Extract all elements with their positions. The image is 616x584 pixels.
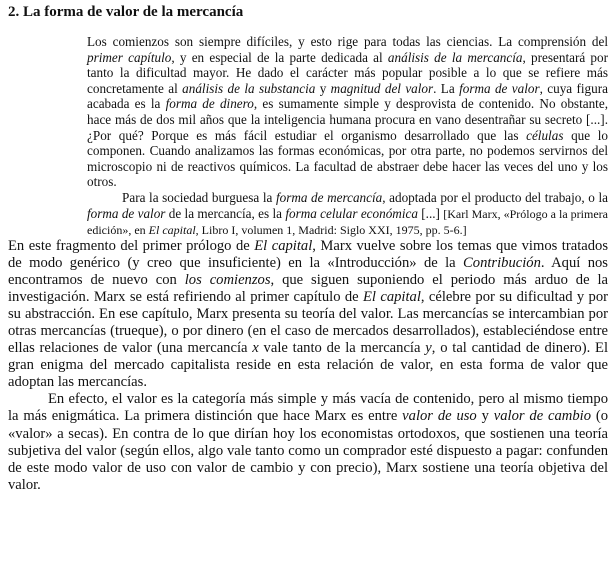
text-run: y: [476, 408, 494, 425]
text-run: vale tanto de la mercancía: [258, 340, 426, 357]
italic-text-run: valor de cambio: [493, 408, 591, 425]
text-run: , Marx vuelve sobre los temas que vimos tratados de modo genérico (y creo que insuficiente) en la «Introducción» de la: [8, 237, 608, 271]
italic-text-run: x: [252, 340, 259, 357]
text-run: , célebre por su dificultad y por su abstracción. En ese capítulo, Marx presenta su teoría del valor. Las mercancías se intercambian por otras mercancías (trueque), o por dinero (en el caso de mercados desarrollados), estableciéndose entre ellas relaciones de valor (una mercancía: [8, 288, 608, 357]
italic-text-run: análisis de la mercancía: [387, 49, 523, 65]
italic-text-run: análisis de la substancia: [182, 80, 316, 96]
italic-text-run: primer capítulo: [87, 49, 172, 65]
body-paragraph-2: [8, 391, 608, 494]
text-run: , presentará por tanto la dificultad mayor. He dado el carácter más popular posible a lo que se refiere más concretamente al: [87, 49, 609, 96]
text-run: , adoptada por el producto del trabajo, o la: [382, 189, 608, 205]
section-heading: 2. La forma de valor de la mercancía: [8, 4, 244, 20]
block-quote: [87, 34, 608, 238]
text-run: de la mercancía, es la: [165, 205, 286, 221]
italic-text-run: El capital: [254, 237, 313, 254]
italic-text-run: forma de dinero: [165, 96, 254, 112]
italic-text-run: magnitud del valor: [330, 80, 434, 96]
text-run: , Libro I, volumen 1, Madrid: Siglo XXI, 1975, pp. 5-6.]: [195, 222, 467, 237]
italic-text-run: forma celular económica: [285, 205, 418, 221]
text-run: [Karl Marx, «Prólogo a la primera edición», en: [87, 206, 608, 237]
text-run: Los comienzos son siempre difíciles, y esto rige para todas las ciencias. La comprensión del: [87, 34, 608, 49]
italic-text-run: El capital: [363, 288, 421, 305]
text-run: , es sumamente simple y desprovista de contenido. No obstante, hace más de dos mil años que la inteligencia humana procura en vano desentrañar su secreto [...]. ¿Por qué? Porque es más fácil estudiar el organismo desarrollado que las: [87, 96, 608, 143]
text-run: , y en especial de la parte dedicada al: [171, 49, 388, 65]
body-text: [8, 238, 608, 494]
text-run: , que siguen suponiendo el periodo más arduo de la investigación. Marx se está refiriendo al primer capítulo de: [8, 271, 609, 305]
italic-text-run: células: [526, 127, 564, 143]
quote-paragraph-1: [87, 34, 608, 190]
italic-text-run: forma de valor: [87, 205, 166, 221]
italic-text-run: forma de valor: [459, 80, 540, 96]
text-run: En este fragmento del primer prólogo de: [8, 237, 255, 254]
body-paragraph-1: [8, 238, 608, 392]
text-run: , cuya figura acabada es la: [87, 80, 608, 112]
italic-text-run: los comienzos: [184, 271, 271, 288]
text-run: que lo componen. Cuando analizamos las formas económicas, por otra parte, no podemos servirnos del microscopio ni de reactivos químicos. La facultad de abstraer debe hacer las veces del uno y los otros.: [87, 127, 608, 190]
italic-text-run: El capital: [148, 222, 196, 237]
quote-paragraph-2: [87, 190, 608, 238]
text-run: , o tal cantidad de dinero). El gran enigma del mercado capitalista reside en esta relación de valor, en esta forma de valor que adoptan las mercancías.: [8, 340, 608, 391]
text-run: [...]: [417, 205, 444, 221]
italic-text-run: valor de uso: [402, 408, 477, 425]
italic-text-run: Contribución: [463, 254, 541, 271]
text-run: (o «valor» a secas). En contra de lo que dirían hoy los economistas ortodoxos, que sostienen una teoría subjetiva del valor (según ellos, algo vale tanto como un comprador esté dispuesto a pagar: confunden de este modo valor de uso con valor de cambio y con precio), Marx sostiene una teoría objetiva del valor.: [8, 408, 609, 493]
text-run: . La: [433, 80, 460, 96]
text-run: y: [315, 80, 331, 96]
text-run: En efecto, el valor es la categoría más simple y más vacía de contenido, pero al mismo tiempo la más enigmática. La primera distinción que hace Marx es entre: [8, 391, 608, 425]
italic-text-run: forma de mercancía: [275, 189, 383, 205]
text-run: Para la sociedad burguesa la: [122, 189, 276, 205]
text-run: . Aquí nos encontramos de nuevo con: [8, 254, 608, 288]
italic-text-run: y: [425, 340, 432, 357]
